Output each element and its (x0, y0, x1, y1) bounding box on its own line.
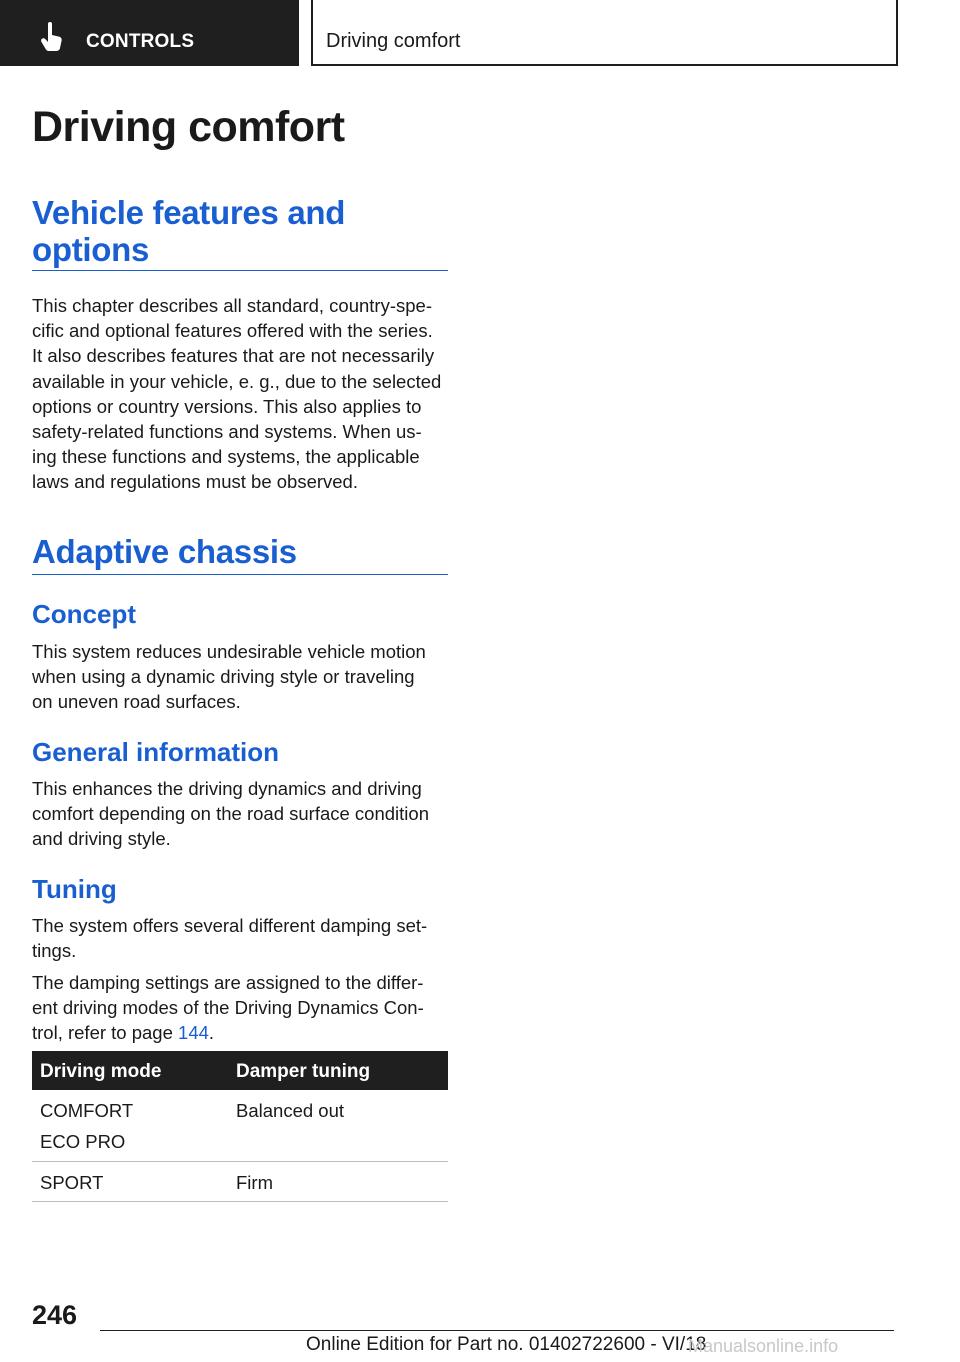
footer-divider (100, 1330, 894, 1331)
chapter-tab-label: Driving comfort (326, 30, 461, 52)
page-title: Driving comfort (32, 103, 345, 151)
section-title-adaptive-chassis: Adaptive chassis (32, 533, 297, 570)
chapter-tab[interactable] (311, 0, 898, 66)
page-header (0, 0, 960, 66)
section-title-vehicle-features (32, 194, 345, 268)
text-line: when using a dynamic driving style or traveling (32, 666, 415, 688)
subheading-tuning: Tuning (32, 874, 117, 904)
text-line: The damping settings are assigned to the differ- (32, 972, 424, 993)
text-line: options or country versions. This also applies to (32, 395, 422, 417)
damper-tuning-table (32, 1051, 448, 1202)
text-line: cific and optional features offered with the series. (32, 320, 433, 342)
table-cell: Balanced out (236, 1100, 345, 1121)
table-cell: Firm (236, 1172, 273, 1193)
subheading-concept: Concept (32, 599, 136, 629)
text-line: and driving style. (32, 828, 171, 850)
section-tab-controls[interactable] (0, 0, 299, 66)
text-line: The system offers several different damping set- (32, 915, 428, 936)
page-number: 246 (32, 1300, 78, 1330)
text-line: safety-related functions and systems. When us- (32, 421, 422, 443)
vehicle-features-paragraph (32, 293, 452, 495)
text-line: This system reduces undesirable vehicle motion (32, 641, 426, 662)
table-row (32, 1162, 448, 1202)
tuning-paragraph-1 (32, 913, 452, 963)
section-title-line: options (32, 231, 150, 268)
text-line: comfort depending on the road surface condition (32, 803, 429, 825)
table-row (32, 1090, 448, 1162)
section-divider (32, 270, 448, 271)
table-header-cell: Driving mode (40, 1061, 162, 1082)
text-line: tings. (32, 940, 77, 962)
text-line: ent driving modes of the Driving Dynamics Con- (32, 997, 424, 1019)
table-cell: ECO PRO (40, 1131, 126, 1152)
edition-text: Online Edition for Part no. 01402722600 - VI/18 (306, 1334, 707, 1355)
tuning-paragraph-2 (32, 970, 452, 1046)
text-fragment: trol, refer to page (32, 1022, 179, 1044)
concept-paragraph (32, 639, 452, 715)
general-information-paragraph (32, 776, 452, 852)
table-header (32, 1051, 448, 1090)
text-line: available in your vehicle, e. g., due to the selected (32, 370, 442, 392)
table-cell: SPORT (40, 1172, 104, 1193)
table-cell: COMFORT (40, 1100, 134, 1121)
section-divider (32, 574, 448, 575)
text-line: This enhances the driving dynamics and driving (32, 778, 422, 799)
page-reference-link[interactable]: 144 (178, 1022, 209, 1044)
section-tab-label: CONTROLS (86, 31, 195, 52)
text-line: ing these functions and systems, the applicable (32, 446, 420, 468)
text-fragment: . (208, 1022, 215, 1044)
section-title-line: Vehicle features and (32, 194, 346, 231)
subheading-general-information: General information (32, 737, 280, 767)
text-line: laws and regulations must be observed. (32, 471, 358, 493)
text-line: It also describes features that are not necessarily (32, 345, 435, 367)
table-header-cell: Damper tuning (236, 1061, 371, 1082)
text-line: on uneven road surfaces. (32, 691, 241, 713)
hand-pointer-icon (40, 22, 64, 52)
watermark: Manualsonline.info (688, 1336, 839, 1356)
text-line (32, 1020, 452, 1045)
text-line: This chapter describes all standard, country-spe- (32, 295, 432, 316)
